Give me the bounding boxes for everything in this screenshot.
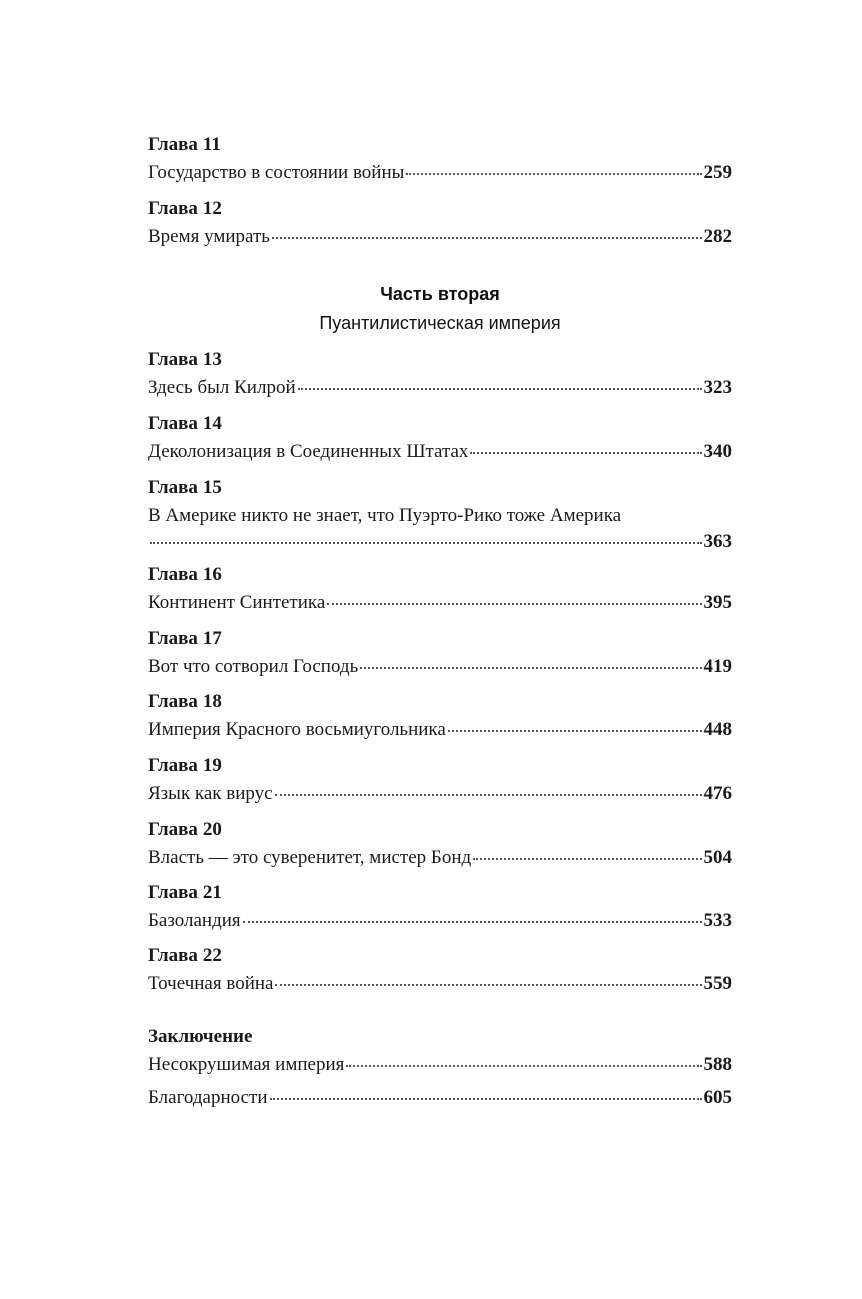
toc-entry[interactable]: [148, 440, 732, 464]
chapter-title: Деколонизация в Соединенных Штатах: [148, 441, 469, 462]
toc-entry[interactable]: [148, 591, 732, 615]
dot-leader: [150, 541, 702, 544]
chapter-label: Глава 16: [148, 564, 222, 585]
page-number: 363: [703, 531, 732, 552]
toc-chapter-11: [148, 133, 732, 185]
page-number: 282: [703, 226, 732, 247]
page-number: 605: [703, 1087, 732, 1108]
chapter-title: Государство в состоянии войны: [148, 162, 405, 183]
part-subtitle: Пуантилистическая империя: [319, 313, 561, 333]
toc-chapter-14: [148, 412, 732, 464]
chapter-label: Глава 14: [148, 413, 222, 434]
part-heading: [148, 283, 732, 334]
toc-entry[interactable]: [148, 718, 732, 742]
toc-chapter-20: [148, 818, 732, 870]
toc-entry[interactable]: [148, 530, 732, 554]
dot-leader: [270, 1097, 702, 1100]
toc-acknowledgements: [148, 1086, 732, 1110]
dot-leader: [275, 793, 702, 796]
toc-chapter-18: [148, 690, 732, 742]
dot-leader: [406, 172, 701, 175]
toc-chapter-21: [148, 881, 732, 933]
chapter-title: Империя Красного восьмиугольника: [148, 719, 446, 740]
chapter-title: Вот что сотворил Господь: [148, 656, 359, 677]
toc-chapter-17: [148, 627, 732, 679]
dot-leader: [473, 857, 701, 860]
toc-chapter-19: [148, 754, 732, 806]
page-number: 340: [703, 441, 732, 462]
chapter-title: Континент Синтетика: [148, 592, 326, 613]
page-number: 559: [703, 973, 732, 994]
page-number: 259: [703, 162, 732, 183]
dot-leader: [448, 729, 702, 732]
page-number: 448: [703, 719, 732, 740]
toc-entry[interactable]: [148, 846, 732, 870]
page-number: 419: [703, 656, 732, 677]
section-title: Несокрушимая империя: [148, 1054, 345, 1075]
toc-chapter-15: [148, 476, 732, 554]
toc-entry[interactable]: [148, 376, 732, 400]
toc-entry[interactable]: [148, 225, 732, 249]
toc-entry[interactable]: [148, 1086, 732, 1110]
page-number: 504: [703, 847, 732, 868]
dot-leader: [327, 602, 701, 605]
chapter-label: Глава 15: [148, 477, 222, 498]
toc-entry[interactable]: [148, 909, 732, 933]
toc-chapter-22: [148, 944, 732, 996]
page-number: 588: [703, 1054, 732, 1075]
part-label: Часть вторая: [380, 284, 500, 304]
toc-entry[interactable]: [148, 655, 732, 679]
chapter-title: Здесь был Килрой: [148, 377, 296, 398]
toc-entry[interactable]: [148, 782, 732, 806]
chapter-label: Глава 20: [148, 819, 222, 840]
chapter-label: Глава 11: [148, 134, 221, 155]
dot-leader: [470, 451, 701, 454]
section-label: Заключение: [148, 1026, 253, 1047]
chapter-title[interactable]: В Америке никто не знает, что Пуэрто-Рико тоже Америка: [148, 505, 622, 526]
toc-chapter-12: [148, 197, 732, 249]
page-number: 323: [703, 377, 732, 398]
dot-leader: [275, 983, 701, 986]
toc-chapter-16: [148, 563, 732, 615]
dot-leader: [298, 387, 702, 390]
chapter-title: Язык как вирус: [148, 783, 273, 804]
chapter-label: Глава 18: [148, 691, 222, 712]
chapter-title: Точечная война: [148, 973, 274, 994]
chapter-label: Глава 22: [148, 945, 222, 966]
chapter-title: Власть — это суверенитет, мистер Бонд: [148, 847, 472, 868]
page-number: 395: [703, 592, 732, 613]
toc-entry[interactable]: [148, 161, 732, 185]
chapter-title: Базоландия: [148, 910, 241, 931]
chapter-title: Время умирать: [148, 226, 270, 247]
toc-entry[interactable]: [148, 1053, 732, 1077]
toc-conclusion: [148, 1025, 732, 1077]
dot-leader: [346, 1064, 701, 1067]
section-title: Благодарности: [148, 1087, 268, 1108]
chapter-label: Глава 19: [148, 755, 222, 776]
page-number: 476: [703, 783, 732, 804]
page-number: 533: [703, 910, 732, 931]
dot-leader: [360, 666, 701, 669]
toc-chapter-13: [148, 348, 732, 400]
dot-leader: [272, 236, 702, 239]
chapter-label: Глава 21: [148, 882, 222, 903]
dot-leader: [243, 920, 702, 923]
chapter-label: Глава 17: [148, 628, 222, 649]
chapter-label: Глава 13: [148, 349, 222, 370]
toc-entry[interactable]: [148, 972, 732, 996]
chapter-label: Глава 12: [148, 198, 222, 219]
